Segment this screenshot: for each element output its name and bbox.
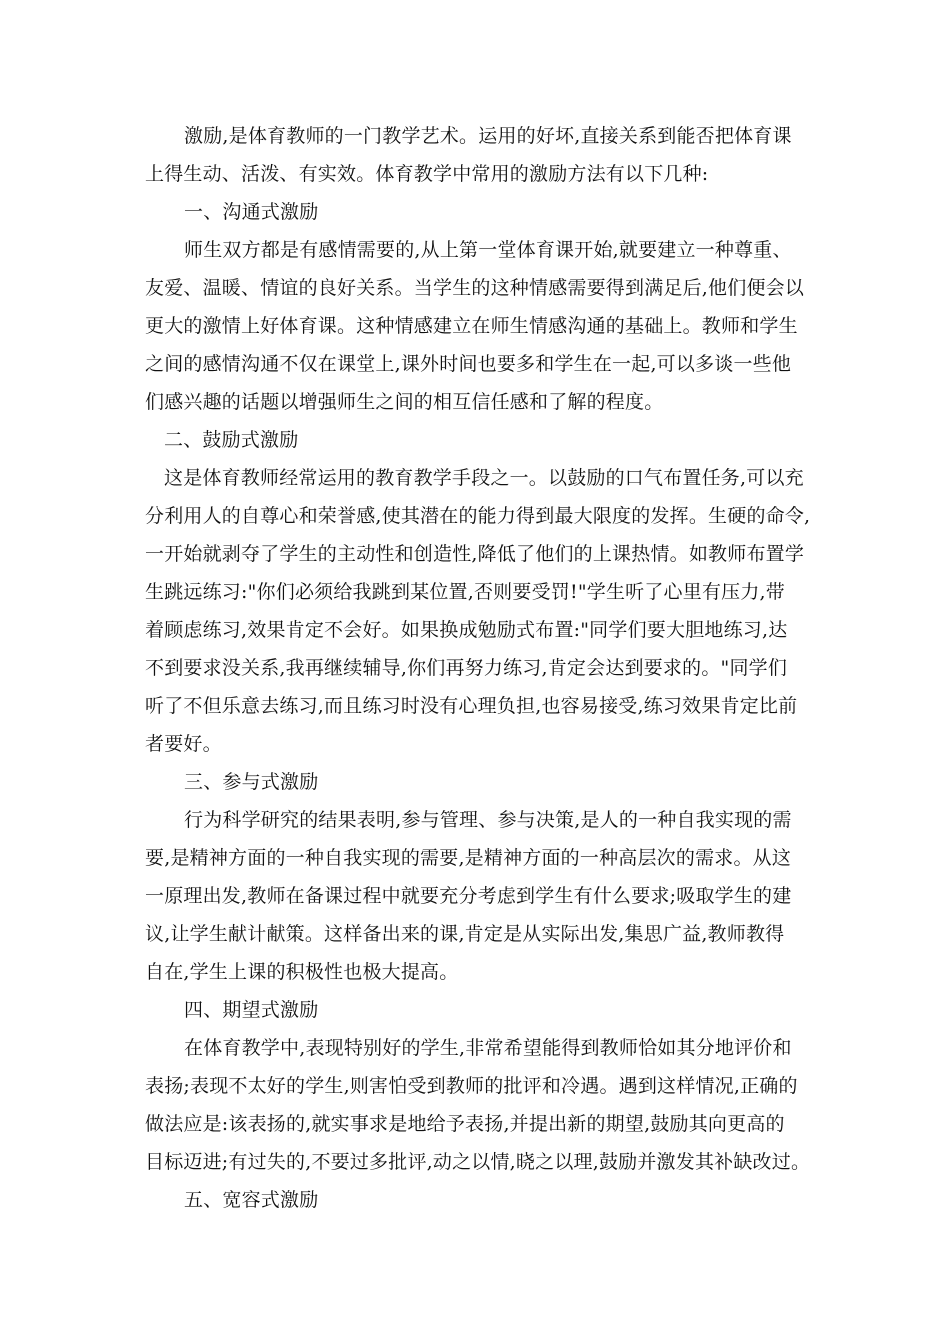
section-heading: 一、沟通式激励 [184, 201, 319, 223]
section-heading: 五、宽容式激励 [184, 1189, 319, 1211]
paragraph-line: 一开始就剥夺了学生的主动性和创造性,降低了他们的上课热情。如教师布置学 [145, 543, 805, 565]
paragraph-line: 听了不但乐意去练习,而且练习时没有心理负担,也容易接受,练习效果肯定比前 [145, 695, 798, 717]
section-heading: 二、鼓励式激励 [164, 429, 299, 451]
paragraph-line: 目标迈进;有过失的,不要过多批评,动之以情,晓之以理,鼓励并激发其补缺改过。 [145, 1151, 811, 1173]
paragraph-line: 表扬;表现不太好的学生,则害怕受到教师的批评和冷遇。遇到这样情况,正确的 [145, 1075, 798, 1097]
section-heading: 四、期望式激励 [184, 999, 319, 1021]
paragraph-line: 一原理出发,教师在备课过程中就要充分考虑到学生有什么要求;吸取学生的建 [145, 885, 792, 907]
paragraph-line: 做法应是:该表扬的,就实事求是地给予表扬,并提出新的期望,鼓励其向更高的 [145, 1113, 785, 1135]
paragraph-line: 议,让学生献计献策。这样备出来的课,肯定是从实际出发,集思广益,教师教得 [145, 923, 785, 945]
paragraph-line: 要,是精神方面的一种自我实现的需要,是精神方面的一种高层次的需求。从这 [145, 847, 792, 869]
paragraph-line: 生跳远练习:"你们必须给我跳到某位置,否则要受罚!"学生听了心里有压力,带 [145, 581, 785, 603]
paragraph-line: 上得生动、活泼、有实效。体育教学中常用的激励方法有以下几种: [145, 163, 709, 185]
paragraph-line: 分利用人的自尊心和荣誉感,使其潜在的能力得到最大限度的发挥。生硬的命令, [145, 505, 811, 527]
paragraph-line: 不到要求没关系,我再继续辅导,你们再努力练习,肯定会达到要求的。"同学们 [145, 657, 788, 679]
paragraph-line: 友爱、温暖、情谊的良好关系。当学生的这种情感需要得到满足后,他们便会以 [145, 277, 805, 299]
paragraph-line: 激励,是体育教师的一门教学艺术。运用的好坏,直接关系到能否把体育课 [184, 125, 792, 147]
paragraph-line: 在体育教学中,表现特别好的学生,非常希望能得到教师恰如其分地评价和 [184, 1037, 792, 1059]
paragraph-line: 着顾虑练习,效果肯定不会好。如果换成勉励式布置:"同学们要大胆地练习,达 [145, 619, 788, 641]
paragraph-line: 更大的激情上好体育课。这种情感建立在师生情感沟通的基础上。教师和学生 [145, 315, 798, 337]
paragraph-line: 这是体育教师经常运用的教育教学手段之一。以鼓励的口气布置任务,可以充 [164, 467, 804, 489]
paragraph-line: 自在,学生上课的积极性也极大提高。 [145, 961, 459, 983]
paragraph-line: 行为科学研究的结果表明,参与管理、参与决策,是人的一种自我实现的需 [184, 809, 792, 831]
section-heading: 三、参与式激励 [184, 771, 319, 793]
paragraph-line: 师生双方都是有感情需要的,从上第一堂体育课开始,就要建立一种尊重、 [184, 239, 792, 261]
paragraph-line: 之间的感情沟通不仅在课堂上,课外时间也要多和学生在一起,可以多谈一些他 [145, 353, 792, 375]
paragraph-line: 者要好。 [145, 733, 222, 755]
paragraph-line: 们感兴趣的话题以增强师生之间的相互信任感和了解的程度。 [145, 391, 664, 413]
